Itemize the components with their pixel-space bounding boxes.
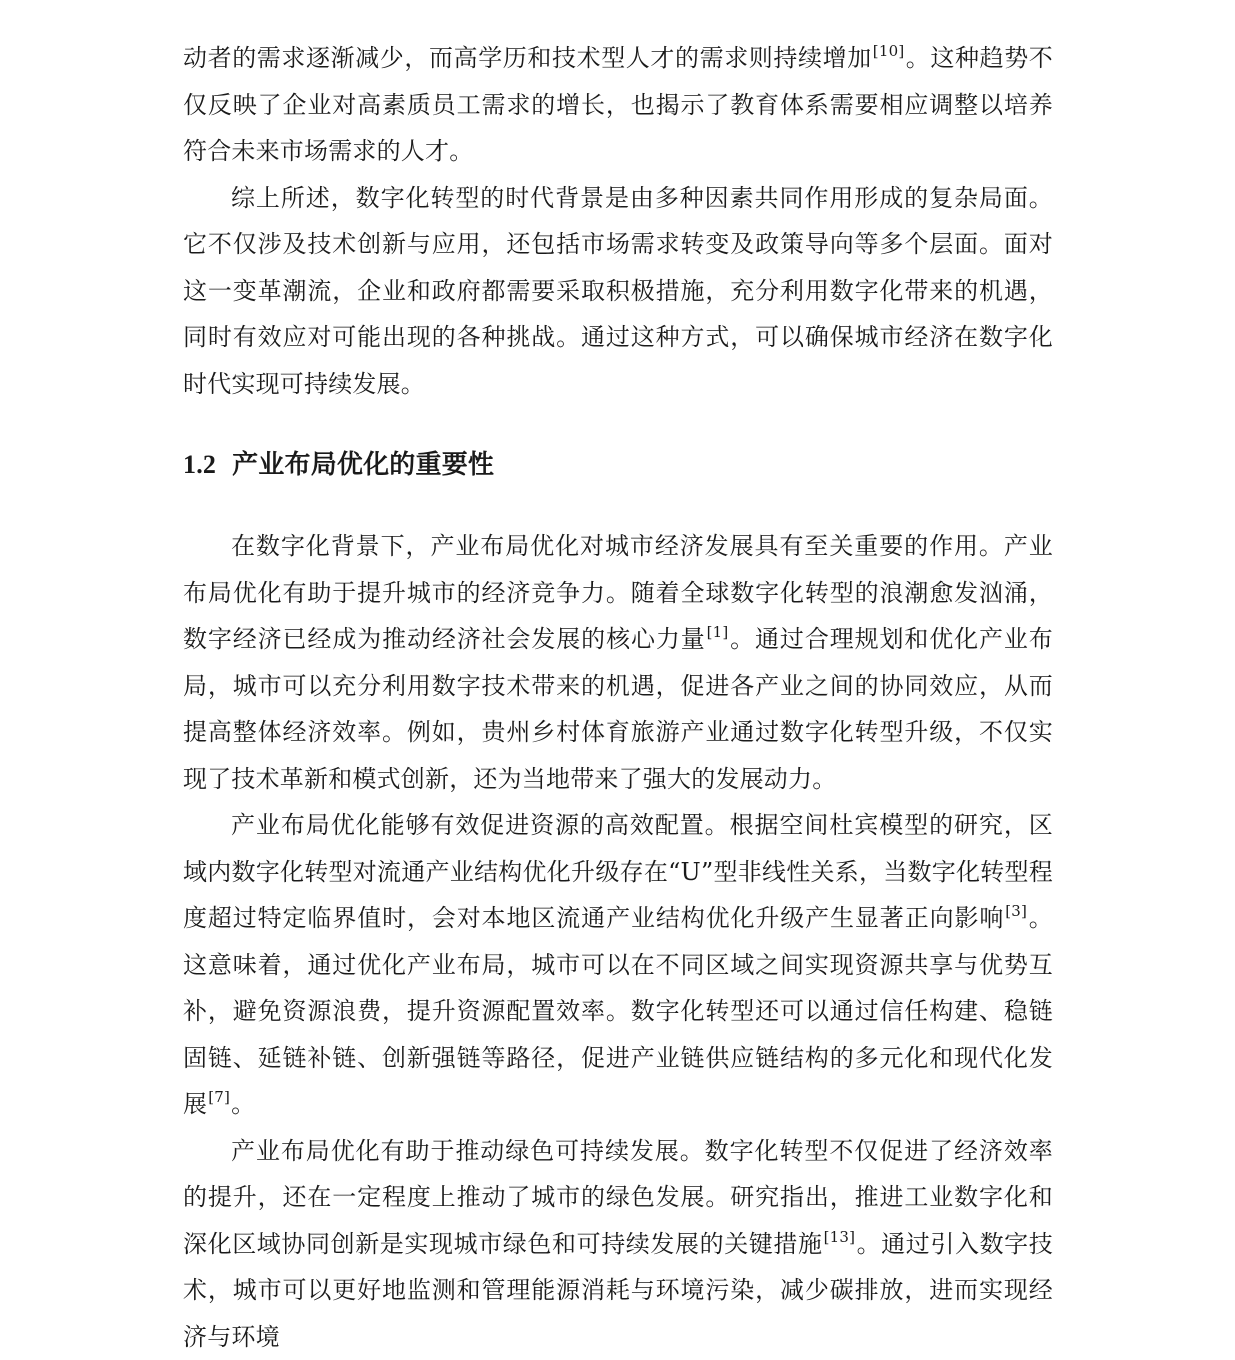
document-page xyxy=(183,35,1053,1360)
citation-ref: [3] xyxy=(1005,902,1027,920)
paragraph-text: 。 xyxy=(231,1090,255,1118)
paragraph xyxy=(183,1128,1053,1360)
paragraph xyxy=(183,523,1053,802)
section-number: 1.2 xyxy=(183,445,216,485)
citation-ref: [7] xyxy=(208,1088,230,1106)
paragraph-text: 。通过引入数字技术，城市可以更好地监测和管理能源消耗与环境污染，减少碳排放，进而实现经济与环境 xyxy=(183,1230,1053,1351)
paragraph-text: 动者的需求逐渐减少，而高学历和技术型人才的需求则持续增加 xyxy=(183,44,872,72)
body-text-before-heading xyxy=(183,35,1053,407)
paragraph xyxy=(183,175,1053,408)
section-title: 产业布局优化的重要性 xyxy=(232,445,494,485)
body-text-after-heading xyxy=(183,523,1053,1360)
paragraph xyxy=(183,35,1053,175)
section-heading xyxy=(183,445,1053,485)
paragraph-text: 产业布局优化有助于推动绿色可持续发展。数字化转型不仅促进了经济效率的提升，还在一定程度上推动了城市的绿色发展。研究指出，推进工业数字化和深化区域协同创新是实现城市绿色和可持续发展的关键措施 xyxy=(183,1137,1053,1258)
citation-ref: [1] xyxy=(707,623,729,641)
paragraph-text: 在数字化背景下，产业布局优化对城市经济发展具有至关重要的作用。产业布局优化有助于提升城市的经济竞争力。随着全球数字化转型的浪潮愈发汹涌，数字经济已经成为推动经济社会发展的核心力量 xyxy=(183,532,1053,653)
citation-ref: [13] xyxy=(824,1228,856,1246)
citation-ref: [10] xyxy=(873,42,905,60)
paragraph-text: 。这意味着，通过优化产业布局，城市可以在不同区域之间实现资源共享与优势互补，避免资源浪费，提升资源配置效率。数字化转型还可以通过信任构建、稳链固链、延链补链、创新强链等路径，促进产业链供应链结构的多元化和现代化发展 xyxy=(183,904,1053,1118)
paragraph-text: 。这种趋势不仅反映了企业对高素质员工需求的增长，也揭示了教育体系需要相应调整以培养符合未来市场需求的人才。 xyxy=(183,44,1053,165)
paragraph-text: 产业布局优化能够有效促进资源的高效配置。根据空间杜宾模型的研究，区域内数字化转型对流通产业结构优化升级存在“U”型非线性关系，当数字化转型程度超过特定临界值时，会对本地区流通产业结构优化升级产生显著正向影响 xyxy=(183,811,1053,932)
paragraph xyxy=(183,802,1053,1128)
paragraph-text: 。通过合理规划和优化产业布局，城市可以充分利用数字技术带来的机遇，促进各产业之间的协同效应，从而提高整体经济效率。例如，贵州乡村体育旅游产业通过数字化转型升级，不仅实现了技术革新和模式创新，还为当地带来了强大的发展动力。 xyxy=(183,625,1053,793)
paragraph-text: 综上所述，数字化转型的时代背景是由多种因素共同作用形成的复杂局面。它不仅涉及技术创新与应用，还包括市场需求转变及政策导向等多个层面。面对这一变革潮流，企业和政府都需要采取积极措施，充分利用数字化带来的机遇，同时有效应对可能出现的各种挑战。通过这种方式，可以确保城市经济在数字化时代实现可持续发展。 xyxy=(183,184,1053,398)
